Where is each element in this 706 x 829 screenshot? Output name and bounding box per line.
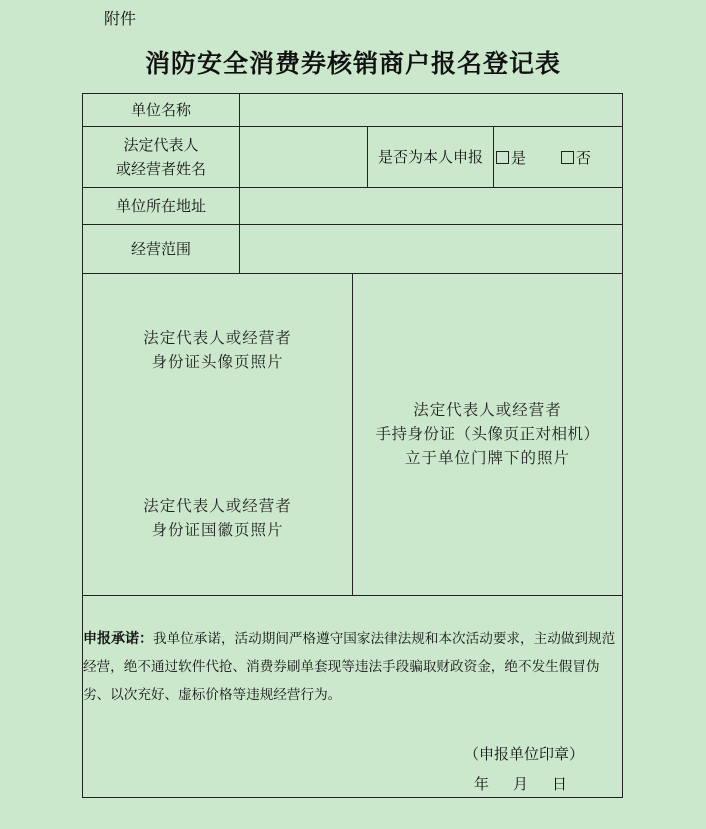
id-back-photo-slot[interactable] [83,494,352,542]
date-line [474,773,567,794]
unit-name-label [83,94,239,126]
declaration-label: 申报承诺： [83,631,153,647]
date-day-label: 日 [552,775,568,793]
id-front-photo-slot[interactable] [83,326,352,374]
self-apply-yes-option[interactable] [496,147,526,168]
legal-rep-label-line1: 法定代表人 [123,136,199,154]
id-front-photo-line2: 身份证头像页照片 [151,353,284,371]
unit-name-field[interactable] [240,94,622,126]
storefront-photo-line3: 立于单位门牌下的照片 [404,449,570,467]
date-month-label: 月 [513,775,529,793]
yes-option-label: 是 [511,148,527,167]
registration-form-table [82,93,623,798]
id-back-photo-line2: 身份证国徽页照片 [151,521,284,539]
self-apply-options [496,127,591,187]
storefront-photo-slot[interactable] [353,398,622,470]
id-back-photo-line1: 法定代表人或经营者 [143,497,292,515]
declaration-block [83,625,621,709]
business-scope-field[interactable] [240,225,622,273]
no-option-label: 否 [576,148,592,167]
address-label-text: 单位所在地址 [115,197,206,215]
id-front-photo-line1: 法定代表人或经营者 [143,329,292,347]
self-apply-divider [493,126,494,187]
table-border-right [622,93,623,798]
legal-rep-label [83,127,239,187]
self-apply-label-text: 是否为本人申报 [377,148,483,166]
self-apply-no-option[interactable] [561,147,591,168]
no-checkbox[interactable] [561,151,574,164]
unit-name-label-text: 单位名称 [130,101,191,119]
attachment-label: 附件 [104,9,137,28]
storefront-photo-line1: 法定代表人或经营者 [413,401,562,419]
business-scope-label-text: 经营范围 [130,240,191,258]
form-title: 消防安全消费券核销商户报名登记表 [144,49,561,78]
date-year-label: 年 [474,775,490,793]
row-divider [82,595,623,596]
business-scope-label [83,225,239,273]
seal-label: （申报单位印章） [464,745,585,763]
declaration-text: 我单位承诺，活动期间严格遵守国家法律法规和本次活动要求，主动做到规范经营，绝不通过软件代抢、消费券刷单套现等违法手段骗取财政资金，绝不发生假冒伪劣、以次充好、虚标价格等违规经营行为。 [83,631,616,703]
legal-rep-name-field[interactable] [240,127,367,187]
storefront-photo-line2: 手持身份证（头像页正对相机） [375,425,600,443]
yes-checkbox[interactable] [496,151,509,164]
self-apply-label [368,127,493,187]
address-label [83,188,239,224]
table-border-bottom [82,797,623,798]
legal-rep-label-line2: 或经营者姓名 [115,160,206,178]
address-field[interactable] [240,188,622,224]
